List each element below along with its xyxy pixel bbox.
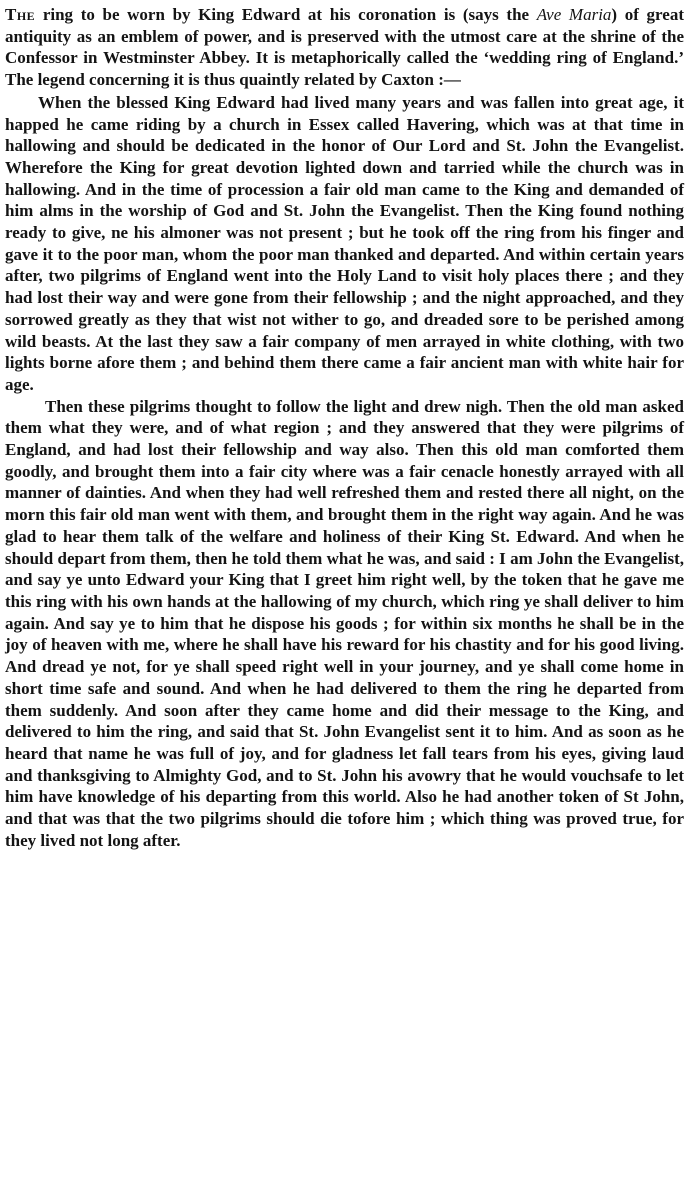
intro-text-a: ring to be worn by King Edward at his coronation is (says the [35,5,537,24]
legend-paragraph-1: When the blessed King Edward had lived many years and was fallen into great age, it happed he came riding by a church in Essex called Havering, which was at that time in hallowing and should be dedicated in the honor of Our Lord and St. John the Evangelist. Wherefore the King for great devotion lighted down and tarried while the church was in hallowing. And in the time of procession a fair old man came to the King and demanded of him alms in the worship of God and St. John the Evangelist. Then the King found nothing ready to give, ne his almoner was not present ; but he took off the ring from his finger and gave it to the poor man, whom the poor man thanked and departed. And within certain years after, two pilgrims of England went into the Holy Land to visit holy places there ; and they had lost their way and were gone from their fellowship ; and the night approached, and they sorrowed greatly as they that wist not wither to go, and dreaded sore to be perished among wild beasts. At the last they saw a fair company of men arrayed in white clothing, with two lights borne afore them ; and behind them there came a fair ancient man with white hair for age. [5,92,684,394]
intro-paragraph [5,4,684,91]
publication-title: Ave Maria [536,5,612,24]
lead-word: The [5,5,36,24]
legend-paragraph-2: Then these pilgrims thought to follow the light and drew nigh. Then the old man asked them what they were, and of what region ; and they answered that they were pilgrims of England, and had lost their fellowship and way also. Then this old man comforted them goodly, and brought them into a fair city where was a fair cenacle honestly arrayed with all manner of dainties. And when they had well refreshed them and rested there all night, on the morn this fair old man went with them, and brought them in the right way again. And he was glad to hear them talk of the welfare and holiness of their King St. Edward. And when he should depart from them, then he told them what he was, and said : I am John the Evangelist, and say ye unto Edward your King that I greet him right well, by the token that he gave me this ring with his own hands at the hallowing of my church, which ring ye shall deliver to him again. And say ye to him that he dispose his goods ; for within six months he shall be in the joy of heaven with me, where he shall have his reward for his chastity and for his good living. And dread ye not, for ye shall speed right well in your journey, and ye shall come home in short time safe and sound. And when he had delivered to them the ring he departed from them suddenly. And soon after they came home and did their message to the King, and delivered to him the ring, and said that St. John Evangelist sent it to him. And as soon as he heard that name he was full of joy, and for gladness let fall tears from his eyes, giving laud and thanksgiving to Almighty God, and to St. John his avowry that he would vouchsafe to let him have knowledge of his departing from this world. Also he had another token of St John, and that was that the two pilgrims should die tofore him ; which thing was proved true, for they lived not long after. [5,396,684,850]
intro-text-b: ) of great antiquity as an emblem of power, and is preserved with the utmost care at the shrine of the Confessor in Westminster Abbey. It is metaphorically called the ‘wedding ring of England.’ The legend concerning it is thus quaintly related by Caxton :— [5,5,684,90]
